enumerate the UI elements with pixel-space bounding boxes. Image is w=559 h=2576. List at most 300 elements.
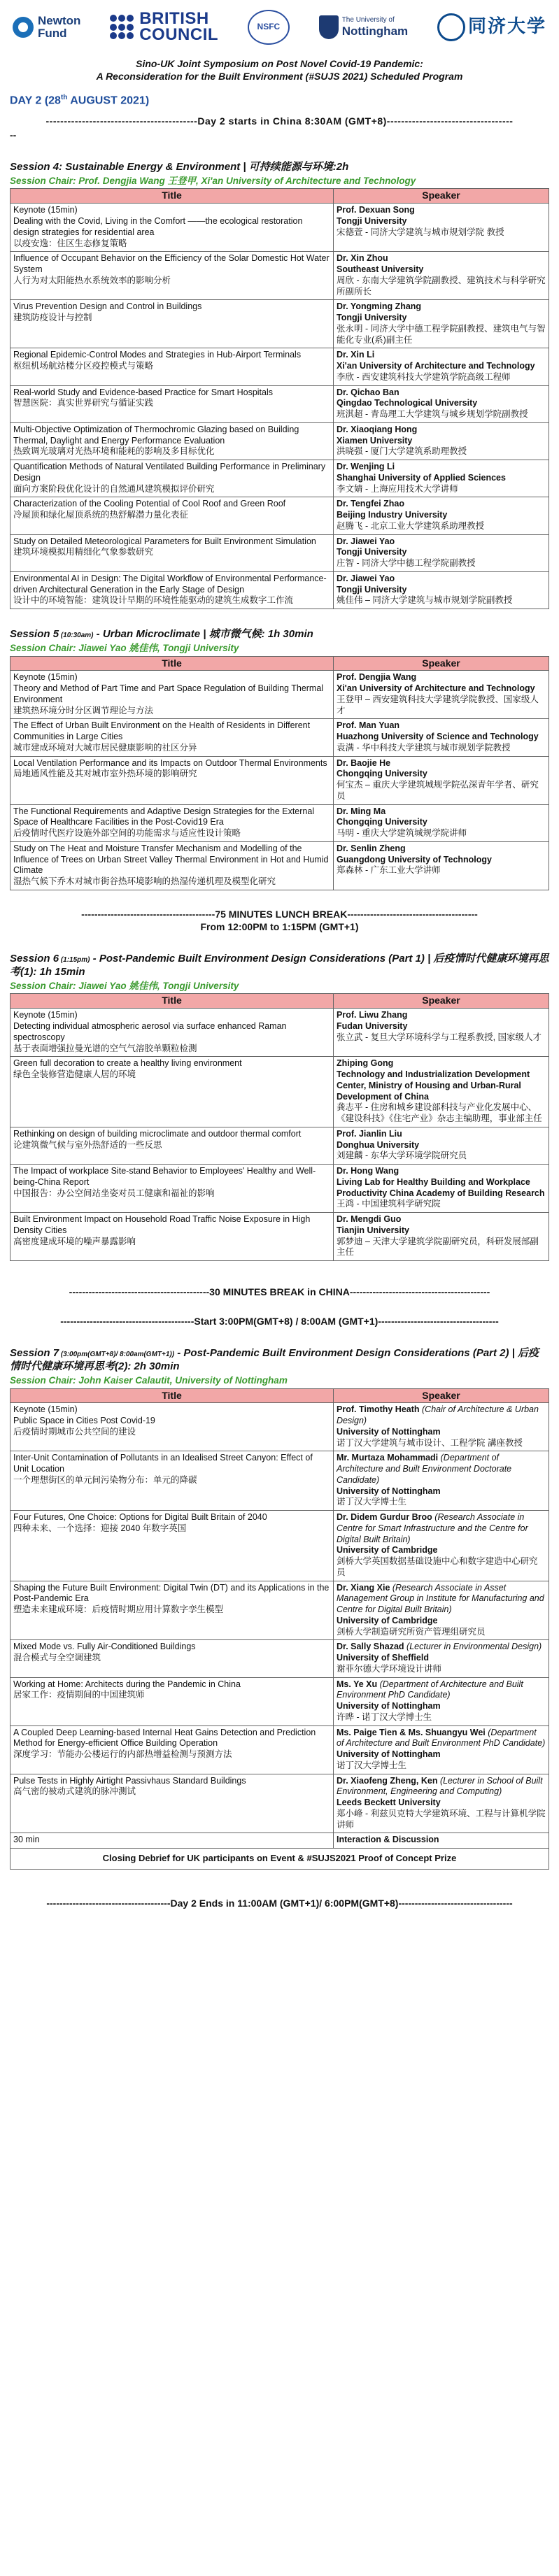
speaker-name-line — [337, 462, 546, 473]
speaker-cell — [334, 252, 549, 300]
talk-title-zh: 城市建成环境对大城市居民健康影响的社区分异 — [13, 742, 197, 753]
speaker-org: Beijing Industry University — [337, 510, 448, 520]
speaker-name: Dr. Mengdi Guo — [337, 1214, 402, 1225]
session4-chair: Session Chair: Prof. Dengjia Wang 王登甲, Xi'an University of Architecture and Technology — [10, 176, 416, 187]
speaker-cell — [334, 1057, 549, 1127]
talk-title-en: Pulse Tests in Highly Airtight Passivhaus Standard Buildings — [13, 1775, 246, 1786]
talk-title-zh: 面向方案阶段优化设计的自然通风建筑模拟评价研究 — [13, 483, 215, 494]
end-rule: --------------------------------------Day 2 Ends in 11:00AM (GMT+1)/ 6:00PM(GMT+8)----------------------------------- — [46, 1897, 513, 1909]
speaker-zh: 谢菲尔德大学环境设计讲师 — [337, 1663, 442, 1674]
speaker-org: Tongji University — [337, 547, 407, 557]
speaker-column-header: Speaker — [334, 656, 549, 671]
speaker-cell — [334, 497, 549, 534]
speaker-name: Dr. Xiaofeng Zheng, Ken — [337, 1775, 438, 1786]
talk-title-cell — [10, 1165, 334, 1213]
speaker-org: University of Nottingham — [337, 1486, 441, 1496]
speaker-cell — [334, 204, 549, 252]
speaker-zh: 李欣 - 西安建筑科技大学建筑学院高级工程师 — [337, 371, 511, 382]
speaker-cell — [334, 460, 549, 497]
speaker-name-line — [337, 499, 546, 510]
talk-title-cell — [10, 1725, 334, 1774]
title-column-header: Title — [10, 656, 334, 671]
speaker-zh: 龚志平 - 住房和城乡建设部科技与产业化发展中心、《建设科技》《住宅产业》杂志主编助理，事业部主任 — [337, 1102, 542, 1124]
talk-title-en: Shaping the Future Built Environment: Digital Twin (DT) and its Applications in the Post-Pandemic Era — [13, 1582, 330, 1604]
talk-title-cell — [10, 1677, 334, 1725]
title-line2: A Reconsideration for the Built Environment (#SUJS 2021) Scheduled Program — [96, 71, 463, 83]
session5-label: Session 5 — [10, 628, 59, 641]
speaker-name: Dr. Yongming Zhang — [337, 301, 422, 312]
speaker-name-line — [337, 350, 546, 361]
speaker-org: Fudan University — [337, 1021, 408, 1032]
talk-title-zh: 塑造未来建成环境：后疫情时期应用计算数字孪生模型 — [13, 1604, 224, 1615]
talk-title-cell — [10, 1403, 334, 1451]
speaker-org: Chongqing University — [337, 817, 427, 827]
talk-title-en: Regional Epidemic-Control Modes and Strategies in Hub-Airport Terminals — [13, 350, 302, 360]
speaker-org: Xi'an University of Architecture and Technology — [337, 683, 535, 694]
talk-title-en: The Functional Requirements and Adaptive Design Strategies for the External Space of Healthcare Facilities in the Post-Covid19 Era — [13, 806, 315, 827]
talk-title-en: 30 min — [13, 1835, 40, 1845]
session5-heading — [10, 627, 549, 641]
talk-title-zh: 四种未来、一个选择：迎接 2040 年数字英国 — [13, 1523, 187, 1533]
speaker-cell — [334, 534, 549, 571]
speaker-name: Dr. Baojie He — [337, 757, 391, 768]
talk-title-en: Keynote (15min) Detecting individual atmospheric aerosol via surface enhanced Raman spectroscopy — [13, 1010, 287, 1042]
tongji-wordmark: 同济大学 — [467, 16, 546, 38]
session4-row — [10, 571, 549, 609]
talk-title-en: Study on Detailed Meteorological Parameters for Built Environment Simulation — [13, 536, 316, 546]
session4-heading: Session 4: Sustainable Energy & Environment | 可持续能源与环境:2h — [10, 160, 349, 173]
talk-title-cell — [10, 252, 334, 300]
speaker-zh: 袁满 - 华中科技大学建筑与城市规划学院教授 — [337, 742, 511, 753]
speaker-name: Prof. Liwu Zhang — [337, 1010, 408, 1020]
session4-row — [10, 422, 549, 460]
speaker-name: Dr. Xiaoqiang Hong — [337, 424, 418, 434]
speaker-zh: 姚佳伟 – 同济大学建筑与城市规划学院副教授 — [337, 595, 513, 606]
closing-debrief: Closing Debrief for UK participants on Event & #SUJS2021 Proof of Concept Prize — [10, 1849, 549, 1870]
talk-title-en: Virus Prevention Design and Control in Buildings — [13, 301, 202, 312]
speaker-name-line — [337, 1835, 546, 1846]
talk-title-cell — [10, 1057, 334, 1127]
speaker-name: Prof. Man Yuan — [337, 720, 400, 731]
day-heading — [10, 94, 549, 108]
start-rule2-text: Start 3:00PM(GMT+8) / 8:00AM (GMT+1) — [194, 1315, 378, 1327]
talk-title-cell — [10, 460, 334, 497]
speaker-name-line — [337, 301, 546, 313]
bc-line2: COUNCIL — [139, 25, 219, 44]
speaker-cell — [334, 1774, 549, 1833]
talk-title-zh: 枢纽机场航站楼分区疫控模式与策略 — [13, 361, 154, 371]
title-column-header: Title — [10, 1388, 334, 1403]
speaker-cell — [334, 804, 549, 841]
speaker-name: Ms. Ye Xu — [337, 1679, 378, 1689]
newton-line2: Fund — [38, 27, 67, 40]
speaker-column-header: Speaker — [334, 1388, 549, 1403]
session5-chair: Session Chair: Jiawei Yao 姚佳伟, Tongji University — [10, 643, 239, 654]
session5-time: (10:30am) — [59, 632, 94, 640]
speaker-zh: 庄智 - 同济大学中德工程学院副教授 — [337, 558, 476, 569]
talk-title-en: The Effect of Urban Built Environment on the Health of Residents in Different Communities in Large Cities — [13, 720, 311, 742]
talk-title-cell — [10, 804, 334, 841]
talk-title-en: Real-world Study and Evidence-based Practice for Smart Hospitals — [13, 387, 274, 397]
talk-title-en: Keynote (15min) Public Space in Cities Post Covid-19 — [13, 1404, 155, 1426]
speaker-zh: 宋德萱 - 同济大学建筑与城市规划学院 教授 — [337, 227, 504, 237]
talk-title-cell — [10, 719, 334, 756]
speaker-cell — [334, 571, 549, 609]
talk-title-cell — [10, 1127, 334, 1164]
speaker-cell — [334, 385, 549, 422]
speaker-role: (Department of Architecture and Built Environment Doctorate Candidate) — [337, 1453, 512, 1485]
speaker-name-line — [337, 1453, 546, 1486]
speaker-zh: 马明 - 重庆大学建筑城规学院讲师 — [337, 828, 467, 839]
speaker-name: Mr. Murtaza Mohammadi — [337, 1453, 439, 1463]
tongji-logo — [437, 13, 546, 41]
session7-title: - Post-Pandemic Built Environment Design Considerations (Part 2) | 后疫情时代健康环境再思考(2): 2h 30min — [10, 1346, 539, 1373]
talk-title-cell — [10, 1009, 334, 1057]
talk-title-cell — [10, 1213, 334, 1261]
speaker-name-line — [337, 425, 546, 436]
british-council-logo — [110, 11, 218, 43]
speaker-cell — [334, 1833, 549, 1849]
session4-row — [10, 497, 549, 534]
speaker-name: Dr. Didem Gurdur Broo — [337, 1512, 432, 1523]
session7-row — [10, 1511, 549, 1581]
speaker-name-line — [337, 1166, 546, 1177]
talk-title-cell — [10, 1640, 334, 1677]
speaker-name-line — [337, 758, 546, 769]
speaker-org: University of Sheffield — [337, 1653, 429, 1663]
session6-title: - Post-Pandemic Built Environment Design Considerations (Part 1) | 后疫情时代健康环境再思考(1): 1h 15min — [10, 952, 549, 978]
speaker-zh: 周欣 - 东南大学建筑学院副教授、建筑技术与科学研究所副所长 — [337, 275, 546, 297]
speaker-zh: 刘建麟 - 东华大学环境学院研究员 — [337, 1151, 467, 1161]
speaker-org: Living Lab for Healthy Building and Workplace Productivity China Academy of Building Research — [337, 1176, 545, 1198]
speaker-name-line — [337, 574, 546, 585]
speaker-org: Guangdong University of Technology — [337, 854, 492, 864]
speaker-column-header: Speaker — [334, 994, 549, 1009]
speaker-name: Ms. Paige Tien & Ms. Shuangyu Wei — [337, 1727, 486, 1737]
talk-title-en: Influence of Occupant Behavior on the Efficiency of the Solar Domestic Hot Water System — [13, 253, 330, 275]
speaker-name-line — [337, 1583, 546, 1616]
speaker-org: Southeast University — [337, 264, 424, 275]
speaker-zh: 郑森林 - 广东工业大学讲师 — [337, 865, 441, 876]
speaker-name-line — [337, 844, 546, 855]
speaker-cell — [334, 1403, 549, 1451]
talk-title-zh: 高密度建成环境的噪声暴露影响 — [13, 1236, 136, 1246]
talk-title-zh: 后疫情时期城市公共空间的建设 — [13, 1426, 136, 1437]
session7-chair: Session Chair: John Kaiser Calautit, University of Nottingham — [10, 1375, 288, 1386]
talk-title-cell — [10, 1774, 334, 1833]
speaker-zh: 剑桥大学英国数据基础设施中心和数字建造中心研究员 — [337, 1556, 538, 1577]
talk-title-cell — [10, 1451, 334, 1511]
tongji-seal-icon — [437, 13, 465, 41]
speaker-name: Dr. Tengfei Zhao — [337, 499, 404, 509]
talk-title-zh: 高气密的被动式建筑的脉冲测试 — [13, 1786, 136, 1797]
speaker-cell — [334, 719, 549, 756]
newton-fund-logo — [13, 15, 80, 40]
talk-title-en: Rethinking on design of building microclimate and outdoor thermal comfort — [13, 1128, 302, 1139]
talk-title-zh: 局地通风性能及其对城市室外热环境的影响研究 — [13, 769, 197, 779]
talk-title-cell — [10, 756, 334, 804]
title-line1: Sino-UK Joint Symposium on Post Novel Covid-19 Pandemic: — [136, 58, 423, 69]
nott-big: Nottingham — [341, 24, 409, 38]
speaker-org: Donghua University — [337, 1139, 420, 1150]
speaker-role: (Department of Architecture and Built Environment PhD Candidate) — [337, 1727, 546, 1749]
speaker-org: Huazhong University of Science and Technology — [337, 732, 539, 742]
session5-title: - Urban Microclimate | 城市微气候: 1h 30min — [93, 628, 313, 641]
session7-row — [10, 1640, 549, 1677]
speaker-zh: 张永明 - 同济大学中德工程学院副教授、建筑电气与智能化专业(系)副主任 — [337, 323, 546, 345]
speaker-cell — [334, 348, 549, 385]
talk-title-zh: 深度学习：节能办公楼运行的内部热增益检测与预测方法 — [13, 1749, 232, 1760]
speaker-name-line — [337, 1728, 546, 1750]
session4-row — [10, 300, 549, 348]
speaker-name-line — [337, 387, 546, 399]
talk-title-en: Working at Home: Architects during the Pandemic in China — [13, 1679, 241, 1689]
speaker-cell — [334, 1677, 549, 1725]
session4-row — [10, 534, 549, 571]
session5-row — [10, 804, 549, 841]
speaker-name-line — [337, 1404, 546, 1427]
speaker-org: University of Nottingham — [337, 1701, 441, 1712]
speaker-name: Dr. Xin Zhou — [337, 253, 388, 264]
speaker-zh: 赵腾飞 - 北京工业大学建筑系助理教授 — [337, 520, 485, 531]
speaker-zh: 王登甲 – 西安建筑科技大学建筑学院教授、国家级人才 — [337, 694, 539, 716]
talk-title-zh: 论建筑微气候与室外热舒适的一些反思 — [13, 1139, 162, 1150]
speaker-role: (Lecturer in School of Built Environment, Engineering and Computing) — [337, 1775, 543, 1797]
talk-title-en: Characterization of the Cooling Potential of Cool Roof and Green Roof — [13, 499, 286, 509]
session4-row — [10, 204, 549, 252]
talk-title-cell — [10, 385, 334, 422]
speaker-name: Dr. Qichao Ban — [337, 387, 399, 397]
session4-row — [10, 385, 549, 422]
nsfc-logo: NSFC — [248, 10, 290, 45]
lunch-break-text: 75 MINUTES LUNCH BREAK — [215, 908, 348, 920]
speaker-name: Dr. Sally Shazad — [337, 1642, 404, 1652]
talk-title-en: Keynote (15min) Dealing with the Covid, Living in the Comfort ——the ecological restoration design strategies for residential area — [13, 205, 303, 237]
speaker-zh: 洪晓强 - 厦门大学建筑系助理教授 — [337, 446, 467, 457]
nottingham-logo — [319, 15, 408, 39]
talk-title-en: Local Ventilation Performance and its Impacts on Outdoor Thermal Environments — [13, 757, 327, 768]
talk-title-en: Keynote (15min) Theory and Method of Part Time and Part Space Regulation of Building Thermal Environment — [13, 672, 324, 704]
session7-row — [10, 1451, 549, 1511]
speaker-name: Dr. Jiawei Yao — [337, 573, 395, 583]
speaker-cell — [334, 1725, 549, 1774]
speaker-cell — [334, 1127, 549, 1164]
speaker-name: Prof. Dexuan Song — [337, 205, 415, 215]
speaker-name-line — [337, 205, 546, 216]
session6-chair: Session Chair: Jiawei Yao 姚佳伟, Tongji University — [10, 981, 239, 992]
speaker-cell — [334, 300, 549, 348]
speaker-role: (Department of Architecture and Built Environment PhD Candidate) — [337, 1679, 523, 1700]
newton-mark-icon — [13, 17, 34, 38]
start-rule-tail: -- — [10, 129, 17, 141]
talk-title-cell — [10, 1581, 334, 1640]
talk-title-zh: 绿色全装修营造健康人居的环境 — [13, 1069, 136, 1080]
talk-title-en: Green full decoration to create a healthy living environment — [13, 1058, 242, 1069]
session4-row — [10, 348, 549, 385]
session4-row — [10, 252, 549, 300]
nottingham-crest-icon — [319, 15, 339, 39]
speaker-name: Prof. Timothy Heath — [337, 1404, 420, 1415]
session7-row — [10, 1403, 549, 1451]
talk-title-cell — [10, 534, 334, 571]
british-council-dots-icon — [110, 15, 135, 40]
speaker-zh: 张立武 - 复旦大学环境科学与工程系教授, 国家级人才 — [337, 1032, 542, 1042]
speaker-org: Shanghai University of Applied Sciences — [337, 472, 506, 483]
talk-title-en: Study on The Heat and Moisture Transfer Mechanism and Modelling of the Influence of Trees on Urban Street Valley Thermal Environment in Hot and Humid Climate — [13, 843, 329, 876]
talk-title-en: Quantification Methods of Natural Ventilated Building Performance in Preliminary Design — [13, 462, 326, 483]
start-rule: ------------------------------------------Day 2 starts in China 8:30AM (GMT+8)----------------------------------- — [45, 115, 514, 127]
speaker-name-line — [337, 720, 546, 732]
talk-title-zh: 设计中的环境智能：建筑设计早期的环境性能驱动的建筑生成数字工作流 — [13, 595, 294, 606]
session7-row — [10, 1725, 549, 1774]
session7-row — [10, 1677, 549, 1725]
speaker-zh: 李文婧 - 上海应用技术大学讲师 — [337, 483, 458, 494]
session7-table — [10, 1388, 549, 1849]
speaker-org: Xi'an University of Architecture and Technology — [337, 361, 535, 371]
talk-title-cell — [10, 571, 334, 609]
session5-row — [10, 756, 549, 804]
talk-title-cell — [10, 497, 334, 534]
speaker-name: Prof. Dengjia Wang — [337, 672, 417, 683]
bc-line1: BRITISH — [139, 9, 209, 29]
speaker-org: Chongqing University — [337, 769, 427, 779]
session7-time: (3:00pm(GMT+8)/ 8:00am(GMT+1)) — [59, 1350, 175, 1358]
nott-small: The University of — [341, 16, 395, 24]
speaker-cell — [334, 756, 549, 804]
speaker-name-line — [337, 1129, 546, 1140]
speaker-zh: 诺丁汉大学建筑与城市设计、工程学院 講座教授 — [337, 1437, 523, 1448]
speaker-org: Tongji University — [337, 313, 407, 323]
speaker-zh: 王鸿 - 中国建筑科学研究院 — [337, 1199, 441, 1209]
talk-title-zh: 热致调光玻璃对光热环境和能耗的影响及多目标优化 — [13, 446, 215, 457]
speaker-role: (Research Associate in Centre for Smart Infrastructure and the Centre for Digital Built Britain) — [337, 1512, 528, 1544]
speaker-cell — [334, 1009, 549, 1057]
speaker-zh: 郑小峰 - 利兹贝克特大学建筑环境、工程与计算机学院讲师 — [337, 1808, 546, 1830]
talk-title-zh: 中国报告：办公空间站坐姿对员工健康和福祉的影响 — [13, 1188, 215, 1198]
session7-row — [10, 1833, 549, 1849]
talk-title-en: The Impact of workplace Site-stand Behavior to Employees' Healthy and Well-being-China Report — [13, 1166, 316, 1187]
talk-title-cell — [10, 1511, 334, 1581]
speaker-cell — [334, 1165, 549, 1213]
session7-heading — [10, 1346, 549, 1373]
talk-title-en: Four Futures, One Choice: Options for Digital Built Britain of 2040 — [13, 1512, 267, 1523]
speaker-role: (Research Associate in Asset Management Group in Institute for Manufacturing and Centre for Digital Built Britain) — [337, 1582, 544, 1615]
speaker-name-line — [337, 1010, 546, 1021]
session5-table — [10, 656, 549, 890]
session6-label: Session 6 — [10, 952, 59, 965]
session7-row — [10, 1774, 549, 1833]
talk-title-zh: 建筑防疫设计与控制 — [13, 313, 92, 323]
talk-title-zh: 混合模式与全空调建筑 — [13, 1653, 101, 1663]
speaker-zh: 班淇超 - 青岛理工大学建筑与城乡规划学院副教授 — [337, 409, 528, 420]
talk-title-zh: 湿热气候下乔木对城市街谷热环境影响的热湿传递机理及模型化研究 — [13, 876, 276, 887]
talk-title-en: A Coupled Deep Learning-based Internal Heat Gains Detection and Prediction Method for Energy-efficient Office Building Operation — [13, 1727, 316, 1749]
speaker-org: Qingdao Technological University — [337, 398, 478, 408]
session6-table — [10, 993, 549, 1261]
talk-title-zh: 居家工作：疫情期间的中国建筑师 — [13, 1690, 145, 1700]
talk-title-en: Inter-Unit Contamination of Pollutants in an Idealised Street Canyon: Effect of Unit Location — [13, 1453, 313, 1474]
speaker-cell — [334, 422, 549, 460]
speaker-role: (Chair of Architecture & Urban Design) — [337, 1404, 539, 1426]
speaker-name: Dr. Jiawei Yao — [337, 536, 395, 546]
speaker-org: University of Cambridge — [337, 1615, 438, 1625]
speaker-name-line — [337, 253, 546, 264]
speaker-name: Dr. Senlin Zheng — [337, 843, 406, 853]
speaker-name: Prof. Jianlin Liu — [337, 1128, 402, 1139]
session7-row — [10, 1581, 549, 1640]
speaker-role: (Lecturer in Environmental Design) — [404, 1642, 542, 1652]
speaker-cell — [334, 1511, 549, 1581]
program-title — [10, 57, 549, 83]
speaker-zh: 何宝杰 – 重庆大学建筑城规学院弘深青年学者、研究员 — [337, 780, 539, 801]
talk-title-zh: 建筑环境模拟用精细化气象参数研究 — [13, 547, 154, 557]
talk-title-cell — [10, 300, 334, 348]
day-tail: AUGUST 2021) — [67, 94, 150, 107]
speaker-org: Tianjin University — [337, 1225, 409, 1235]
speaker-org: University of Cambridge — [337, 1545, 438, 1556]
talk-title-cell — [10, 348, 334, 385]
speaker-org: University of Nottingham — [337, 1749, 441, 1760]
speaker-name-line — [337, 672, 546, 683]
break30-text: 30 MINUTES BREAK in CHINA — [209, 1286, 350, 1298]
speaker-cell — [334, 1213, 549, 1261]
title-column-header: Title — [10, 189, 334, 204]
session6-row — [10, 1127, 549, 1164]
speaker-name: Dr. Wenjing Li — [337, 462, 395, 472]
speaker-org: Technology and Industrialization Development Center, Ministry of Housing and Urban-Rural Development of China — [337, 1069, 530, 1102]
talk-title-en: Built Environment Impact on Household Road Traffic Noise Exposure in High Density Cities — [13, 1214, 311, 1235]
talk-title-zh: 人行为对太阳能热水系统效率的影响分析 — [13, 275, 171, 285]
talk-title-zh: 基于表面增强拉曼光谱的空气气溶胶单颗粒检测 — [13, 1043, 197, 1053]
speaker-name: Zhiping Gong — [337, 1058, 394, 1069]
talk-title-cell — [10, 1833, 334, 1849]
day-label: DAY 2 (28 — [10, 94, 61, 107]
speaker-name: Dr. Xiang Xie — [337, 1582, 390, 1593]
speaker-zh: 剑桥大学制造研究所资产管理组研究员 — [337, 1626, 486, 1637]
day-sup: th — [60, 94, 68, 102]
talk-title-zh: 以疫安逸：住区生态修复策略 — [13, 238, 127, 248]
speaker-cell — [334, 1451, 549, 1511]
speaker-name-line — [337, 1214, 546, 1225]
speaker-zh: 诺丁汉大学博士生 — [337, 1497, 407, 1507]
speaker-zh: 诺丁汉大学博士生 — [337, 1760, 407, 1770]
speaker-cell — [334, 1640, 549, 1677]
talk-title-cell — [10, 422, 334, 460]
speaker-name-line — [337, 536, 546, 548]
speaker-name-line — [337, 1512, 546, 1545]
end-rule-text: Day 2 Ends in 11:00AM (GMT+1)/ 6:00PM(GMT+8) — [170, 1897, 399, 1909]
session6-row — [10, 1009, 549, 1057]
talk-title-zh: 一个理想街区的单元间污染物分布：单元的降碳 — [13, 1474, 197, 1485]
talk-title-zh: 智慧医院：真实世界研究与循证实践 — [13, 398, 154, 408]
speaker-zh: 许晔 - 诺丁汉大学博士生 — [337, 1712, 432, 1722]
session7-label: Session 7 — [10, 1346, 59, 1359]
speaker-name-line — [337, 806, 546, 818]
speaker-name: Interaction & Discussion — [337, 1835, 439, 1845]
speaker-cell — [334, 1581, 549, 1640]
logo-bar — [10, 0, 549, 55]
session5-row — [10, 841, 549, 890]
lunch-break-time: From 12:00PM to 1:15PM (GMT+1) — [200, 920, 359, 932]
talk-title-zh: 冷屋顶和绿化屋顶系统的热舒解潜力量化表征 — [13, 510, 189, 520]
session6-row — [10, 1165, 549, 1213]
break30-banner: -------------------------------------------30 MINUTES BREAK in CHINA------------------------------------------- — [69, 1286, 490, 1298]
speaker-cell — [334, 671, 549, 719]
talk-title-en: Environmental AI in Design: The Digital Workflow of Environmental Performance-driven Architectural Generation in the Early Stage of Design — [13, 573, 327, 595]
session6-time: (1:15pm) — [59, 955, 90, 964]
session6-heading — [10, 952, 549, 979]
title-column-header: Title — [10, 994, 334, 1009]
